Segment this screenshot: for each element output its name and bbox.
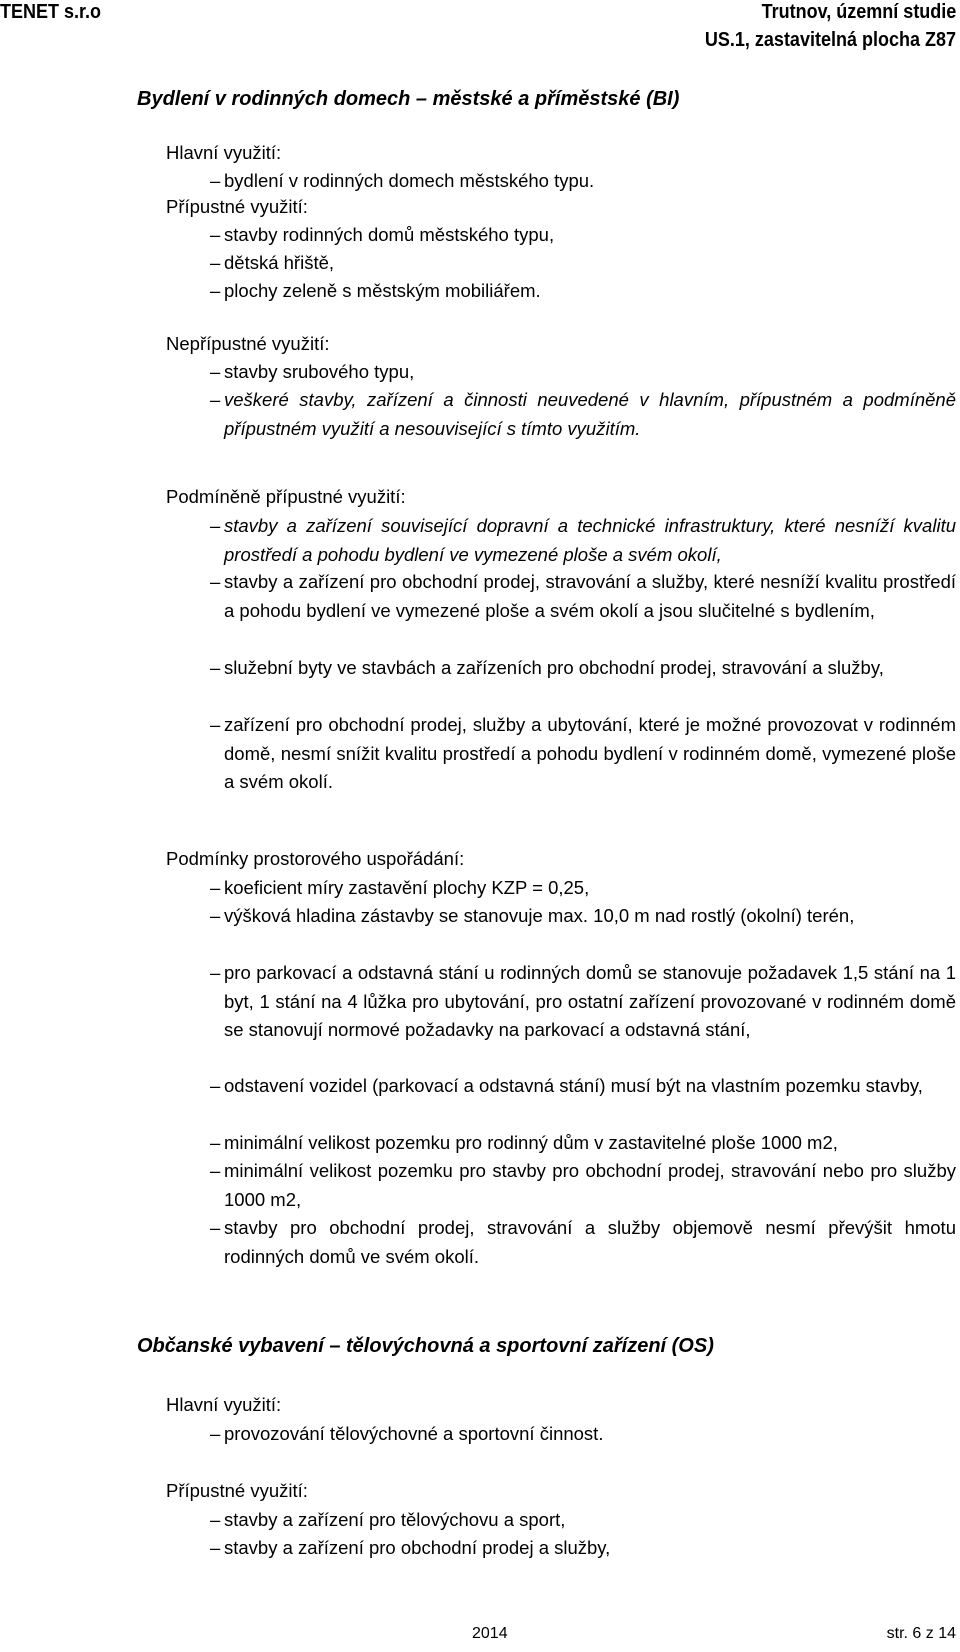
bi-spatial-condition-item: – výšková hladina zástavby se stanovuje max. 10,0 m nad rostlý (okolní) terén, [210, 905, 855, 926]
bi-allowed-use-item: – dětská hřiště, [210, 252, 335, 273]
bi-spatial-condition-item: – minimální velikost pozemku pro stavby pro obchodní prodej, stravování nebo pro služby 1000 m2, [210, 1160, 956, 1210]
bi-spatial-conditions-label: Podmínky prostorového uspořádání: [166, 848, 465, 869]
os-allowed-use-label: Přípustné využití: [166, 1480, 308, 1501]
bi-spatial-condition-item: – pro parkovací a odstavná stání u rodinných domů se stanovuje požadavek 1,5 stání na 1 byt, 1 stání na 4 lůžka pro ubytování, pro ostatní zařízení provozované v rodinném domě se stanovují normové požadavky na parkovací a odstavná stání, [210, 962, 956, 1040]
bi-allowed-use-label: Přípustné využití: [166, 196, 308, 217]
bi-forbidden-use-item: – veškeré stavby, zařízení a činnosti neuvedené v hlavním, přípustném a podmíněně přípustném využití a nesouvisející s tímto využitím. [210, 389, 956, 439]
bi-spatial-condition-item: – minimální velikost pozemku pro rodinný dům v zastavitelné ploše 1000 m2, [210, 1132, 838, 1153]
footer-year: 2014 [472, 1625, 508, 1642]
bi-conditional-use-item: – stavby a zařízení pro obchodní prodej, stravování a služby, které nesníží kvalitu prostředí a pohodu bydlení ve vymezené ploše a svém okolí a jsou slučitelné s bydlením, [210, 571, 956, 621]
bi-main-use-item: – bydlení v rodinných domech městského typu. [210, 170, 595, 191]
bi-main-use-label: Hlavní využití: [166, 142, 282, 163]
section-title-bi: Bydlení v rodinných domech – městské a příměstské (BI) [137, 88, 680, 110]
section-title-os: Občanské vybavení – tělovýchovná a sportovní zařízení (OS) [137, 1335, 714, 1357]
bi-conditional-use-label: Podmíněně přípustné využití: [166, 486, 406, 507]
bi-spatial-condition-item: – odstavení vozidel (parkovací a odstavná stání) musí být na vlastním pozemku stavby, [210, 1075, 923, 1096]
header-company: TENET s.r.o [0, 1, 102, 23]
bi-allowed-use-item: – plochy zeleně s městským mobiliářem. [210, 280, 541, 301]
os-main-use-label: Hlavní využití: [166, 1394, 282, 1415]
os-allowed-use-item: – stavby a zařízení pro tělovýchovu a sport, [210, 1509, 566, 1530]
os-main-use-item: – provozování tělovýchovné a sportovní činnost. [210, 1423, 604, 1444]
bi-conditional-use-item: – služební byty ve stavbách a zařízeních pro obchodní prodej, stravování a služby, [210, 657, 884, 678]
bi-conditional-use-item: – stavby a zařízení související dopravní a technické infrastruktury, které nesníží kvalitu prostředí a pohodu bydlení ve vymezené ploše a svém okolí, [210, 515, 956, 565]
bi-forbidden-use-item: – stavby srubového typu, [210, 361, 415, 382]
bi-forbidden-use-label: Nepřípustné využití: [166, 333, 330, 354]
footer-page-number: str. 6 z 14 [886, 1625, 956, 1642]
header-study-title: Trutnov, územní studie [761, 1, 956, 23]
header-area-title: US.1, zastavitelná plocha Z87 [704, 29, 956, 51]
bi-spatial-condition-item: – koeficient míry zastavění plochy KZP = 0,25, [210, 877, 590, 898]
bi-spatial-condition-item: – stavby pro obchodní prodej, stravování a služby objemově nesmí převýšit hmotu rodinných domů ve svém okolí. [210, 1217, 956, 1267]
bi-conditional-use-item: – zařízení pro obchodní prodej, služby a ubytování, které je možné provozovat v rodinném domě, nesmí snížit kvalitu prostředí a pohodu bydlení v rodinném domě, vymezené ploše a svém okolí. [210, 714, 956, 792]
os-allowed-use-item: – stavby a zařízení pro obchodní prodej a služby, [210, 1537, 611, 1558]
bi-allowed-use-item: – stavby rodinných domů městského typu, [210, 224, 555, 245]
